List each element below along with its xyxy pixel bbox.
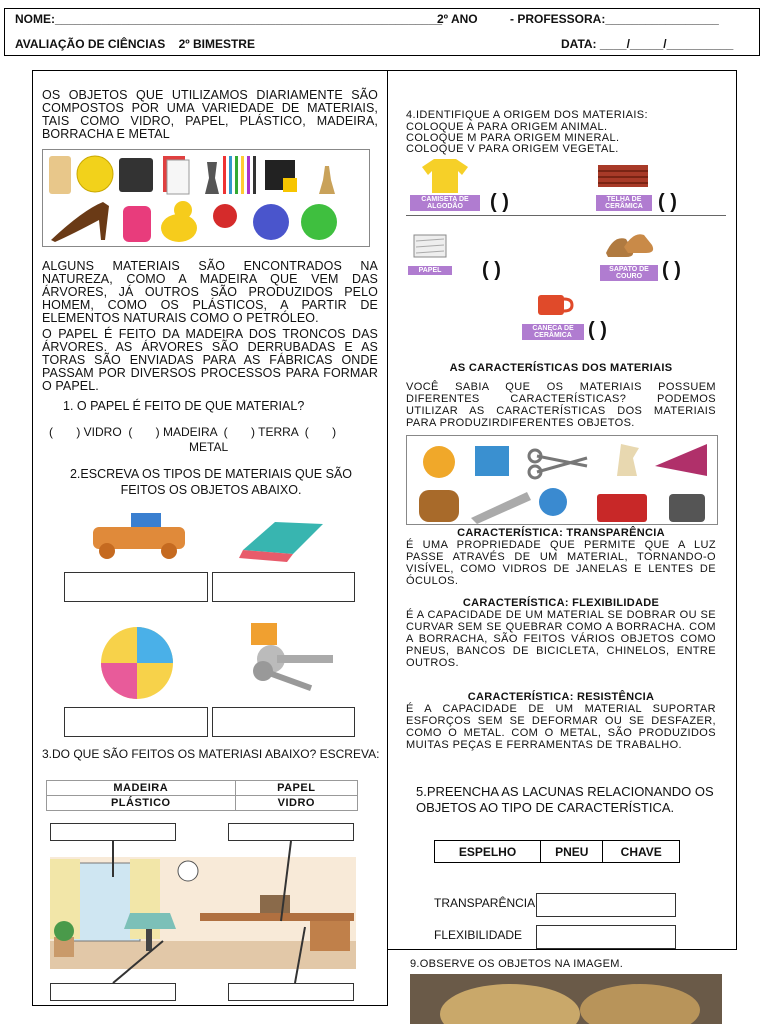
item-label-tile: TELHA DE CERÂMICA — [596, 195, 652, 211]
material-papel: PAPEL — [235, 781, 357, 796]
answer-box-transparency[interactable] — [536, 893, 676, 917]
divider — [406, 215, 726, 216]
date-field[interactable]: DATA: ____/_____/__________ — [561, 37, 734, 51]
paper-stack-icon — [410, 231, 450, 261]
evaluation-title: AVALIAÇÃO DE CIÊNCIAS 2º BIMESTRE — [15, 37, 255, 51]
baskets-photo — [410, 974, 722, 1024]
paper-text: O PAPEL É FEITO DA MADEIRA DOS TRONCOS DAS ÁRVORES. AS ÁRVORES SÃO DERRUBADAS E AS TORAS SÃO ENVIADAS PARA AS FÁBRICAS ONDE PASSAM POR DIVERSOS PROCESSOS PARA FORMAR O PAPEL. — [42, 327, 378, 393]
barrel-icon — [419, 490, 459, 522]
tshirt-icon — [420, 157, 470, 195]
characteristics-intro: VOCÊ SABIA QUE OS MATERIAIS POSSUEM DIFERENTES CARACTERÍSTICAS? PODEMOS UTILIZAR AS CARACTERÍSTICAS DOS MATERIAIS PARA PRODUZIRDIFERENTES OBJETOS. — [406, 381, 716, 429]
question-5-word-bank — [434, 840, 680, 863]
material-vidro: VIDRO — [235, 796, 357, 811]
pot-icon — [669, 494, 705, 522]
answer-box-flexibility[interactable] — [536, 925, 676, 949]
nature-materials-text: ALGUNS MATERIAIS SÃO ENCONTRADOS NA NATUREZA, COMO A MADEIRA QUE VEM DAS ÁRVORES, JÁ OUTROS SÃO PRODUZIDOS PELO HOMEM, COMO OS PLÁSTICOS, A PARTIR DE ELEMENTOS NATURAIS COMO O PETRÓLEO. — [42, 259, 378, 325]
question-4-title: 4.IDENTIFIQUE A ORIGEM DOS MATERIAIS: — [406, 109, 648, 121]
resistance-title: CARACTERÍSTICA: RESISTÊNCIA — [467, 691, 655, 703]
word-espelho: ESPELHO — [435, 841, 541, 863]
answer-paren-tshirt[interactable]: ( ) — [490, 191, 509, 213]
fan-icon — [655, 444, 707, 476]
worksheet-header — [4, 8, 760, 56]
word-pneu: PNEU — [541, 841, 603, 863]
item-label-mug: CANECA DE CERÂMICA — [522, 324, 584, 340]
label-flexibility: FLEXIBILIDADE — [434, 928, 523, 942]
word-chave: CHAVE — [603, 841, 680, 863]
flexibility-title: CARACTERÍSTICA: FLEXIBILIDADE — [462, 597, 660, 609]
answer-paren-paper[interactable]: ( ) — [482, 259, 501, 281]
label-transparency: TRANSPARÊNCIA — [434, 896, 536, 910]
question-1: 1. O PAPEL É FEITO DE QUE MATERIAL? — [63, 399, 305, 413]
teacher-field[interactable]: - PROFESSORA:_________________ — [510, 12, 719, 26]
answer-paren-shoes[interactable]: ( ) — [662, 259, 681, 281]
intro-text: OS OBJETOS QUE UTILIZAMOS DIARIAMENTE SÃO COMPOSTOS POR UMA VARIEDADE DE MATERIAIS, TAIS COMO VIDRO, PAPEL, PLÁSTICO, MADEIRA, BORRACHA E METAL — [42, 88, 378, 141]
resistance-text: É A CAPACIDADE DE UM MATERIAL SUPORTAR ESFORÇOS SEM SE DEFORMAR OU SE DESFAZER, COMO O METAL. COM O METAL, SÃO PRODUZIDOS MUITAS PEÇAS E FERRAMENTAS DE TRABALHO. — [406, 703, 716, 751]
item-label-paper: PAPEL — [408, 266, 452, 275]
item-label-shoes: SAPATO DE COURO — [600, 265, 658, 281]
suitcase-red-icon — [597, 494, 647, 522]
question-3: 3.DO QUE SÃO FEITOS OS MATERIASI ABAIXO? ESCREVA: — [42, 747, 380, 761]
question-4-animal: COLOQUE A PARA ORIGEM ANIMAL. — [406, 121, 608, 133]
answer-paren-tile[interactable]: ( ) — [658, 191, 677, 213]
question-1-options[interactable]: ( ) VIDRO ( ) MADEIRA ( ) TERRA ( ) — [49, 425, 337, 439]
question-1-option-metal[interactable]: METAL — [189, 440, 229, 454]
yarn-icon — [423, 446, 455, 478]
transparency-title: CARACTERÍSTICA: TRANSPARÊNCIA — [457, 527, 665, 539]
chess-knight-icon — [617, 444, 639, 476]
question-4-mineral: COLOQUE M PARA ORIGEM MINERAL. — [406, 132, 620, 144]
item-label-tshirt: CAMISETA DE ALGODÃO — [410, 195, 480, 211]
question-5: 5.PREENCHA AS LACUNAS RELACIONANDO OS OBJETOS AO TIPO DE CARACTERÍSTICA. — [416, 784, 714, 815]
roof-tile-icon — [596, 163, 650, 189]
grade-label: 2º ANO — [437, 12, 478, 26]
globe-icon — [539, 488, 567, 516]
material-plastico: PLÁSTICO — [47, 796, 236, 811]
question-2: 2.ESCREVA OS TIPOS DE MATERIAIS QUE SÃO FEITOS OS OBJETOS ABAIXO. — [69, 467, 353, 497]
question-4-vegetal: COLOQUE V PARA ORIGEM VEGETAL. — [406, 143, 619, 155]
flexibility-text: É A CAPACIDADE DE UM MATERIAL SE DOBRAR OU SE CURVAR SEM SE QUEBRAR COMO A BORRACHA. COM A BORRACHA, SÃO FEITOS VÁRIOS OBJETOS COMO PNEUS, BANCOS DE BICICLETA, CHINELOS, ENTRE OUTROS. — [406, 609, 716, 669]
scissors-icon — [537, 456, 587, 472]
characteristics-title: AS CARACTERÍSTICAS DOS MATERIAIS — [449, 362, 673, 374]
book-icon — [475, 446, 509, 476]
ceramic-mug-icon — [534, 293, 574, 321]
name-field[interactable]: NOME:__________________________________________________________ — [15, 12, 443, 26]
transparency-text: É UMA PROPRIEDADE QUE PERMITE QUE A LUZ PASSE ATRAVÉS DE UM MATERIAL, TORNANDO-O VISÍVEL, COMO VIDROS DE JANELAS E LENTES DE ÓCULOS. — [406, 539, 716, 587]
characteristics-objects-illustration — [407, 436, 719, 526]
leather-shoes-icon — [604, 227, 656, 261]
characteristics-picture-strip — [406, 435, 718, 525]
pointer-lines — [33, 71, 389, 1007]
saw-icon — [471, 492, 531, 524]
material-madeira: MADEIRA — [47, 781, 236, 796]
left-column — [32, 70, 388, 1006]
question-9: 9.OBSERVE OS OBJETOS NA IMAGEM. — [410, 958, 624, 970]
answer-paren-mug[interactable]: ( ) — [588, 319, 607, 341]
right-column — [388, 70, 737, 950]
